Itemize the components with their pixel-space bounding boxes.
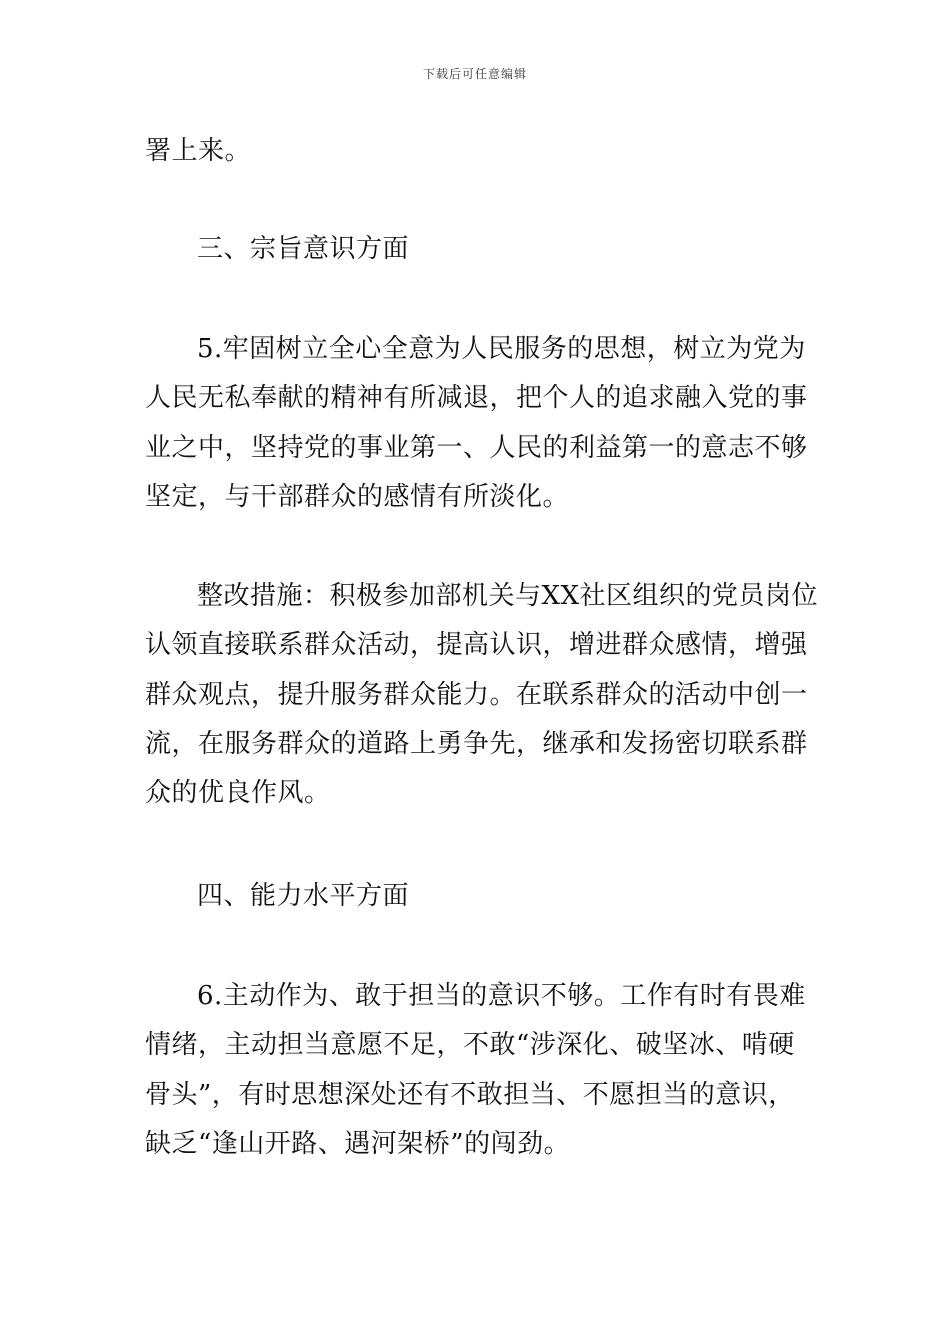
paragraph-item-6 (145, 972, 815, 1169)
text-line: 整改措施：积极参加部机关与XX社区组织的党员岗位 (197, 581, 819, 611)
text-line: 署上来。 (145, 136, 252, 166)
text-line: 流，在服务群众的道路上勇争先，继承和发扬密切联系群 (145, 728, 808, 759)
text-line: 骨头”，有时思想深处还有不敢担当、不愿担当的意识， (145, 1079, 795, 1110)
text-line: 缺乏“逢山开路、遇河架桥”的闯劲。 (145, 1128, 571, 1159)
section-heading-ability (145, 872, 815, 921)
text-line: 坚定，与干部群众的感情有所淡化。 (145, 481, 570, 512)
text-line: 情绪，主动担当意愿不足，不敢“涉深化、破坚冰、啃硬 (145, 1030, 795, 1061)
text-line: 5.牢固树立全心全意为人民服务的思想，树立为党为 (197, 334, 806, 364)
text-line: 四、能力水平方面 (197, 881, 410, 911)
text-line: 业之中，坚持党的事业第一、人民的利益第一的意志不够 (145, 432, 808, 463)
text-line: 群众观点，提升服务群众能力。在联系群众的活动中创一 (145, 679, 808, 710)
section-heading-purpose (145, 225, 815, 274)
page-header: 下载后可任意编辑 (422, 67, 527, 81)
paragraph-continuation (145, 127, 815, 176)
text-line: 人民无私奉献的精神有所减退，把个人的追求融入党的事 (145, 383, 808, 414)
text-line: 三、宗旨意识方面 (197, 234, 410, 264)
paragraph-rectification (145, 572, 819, 818)
text-line: 众的优良作风。 (145, 778, 331, 809)
text-line: 6.主动作为、敢于担当的意识不够。工作有时有畏难 (197, 981, 806, 1011)
text-line: 认领直接联系群众活动，提高认识，增进群众感情，增强 (145, 630, 808, 661)
paragraph-item-5 (145, 325, 815, 522)
